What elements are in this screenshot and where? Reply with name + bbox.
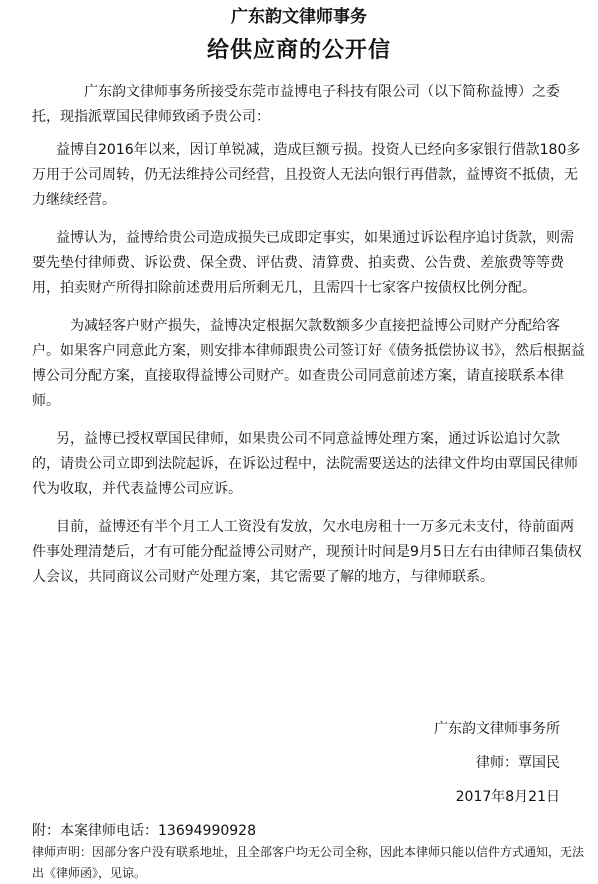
signature-date: 2017年8月21日: [455, 789, 560, 805]
body-paragraph-1: 益博自2016年以来，因订单锐减，造成巨额亏损。投资人已经向多家银行借款180多万用于公司周转，仍无法维持公司经营，且投资人无法向银行再借款，益博资不抵债，无力继续经营。: [32, 142, 581, 208]
lawyer-phone: 附：本案律师电话：13694990928: [32, 823, 256, 839]
body-paragraph-4: 另，益博已授权覃国民律师，如果贵公司不同意益博处理方案，通过诉讼追讨欠款的，请贵公司立即到法院起诉，在诉讼过程中，法院需要送达的法律文件均由覃国民律师代为收取，并代表益博公司应诉。: [32, 431, 578, 497]
letter-body: [32, 80, 586, 603]
signature-lawyer: 律师：覃国民: [476, 755, 560, 771]
intro-paragraph: 广东韵文律师事务所接受东莞市益博电子科技有限公司（以下简称益博）之委托，现指派覃国民律师致函予贵公司：: [32, 84, 560, 125]
lawyer-statement: 律师声明：因部分客户没有联系地址，且全部客户均无公司全称，因此本律师只能以信件方式通知，无法出《律师函》，见谅。: [32, 845, 585, 880]
signature-firm: 广东韵文律师事务所: [434, 721, 560, 737]
letter-title: 给供应商的公开信: [206, 38, 391, 63]
firm-header: 广东韵文律师事务: [231, 7, 367, 27]
body-paragraph-3: 为减轻客户财产损失，益博决定根据欠款数额多少直接把益博公司财产分配给客户。如果客户同意此方案，则安排本律师跟贵公司签订好《债务抵偿协议书》，然后根据益博公司分配方案，直接取得益博公司财产。如查贵公司同意前述方案，请直接联系本律师。: [32, 318, 585, 409]
body-paragraph-2: 益博认为，益博给贵公司造成损失已成即定事实，如果通过诉讼程序追讨货款，则需要先垫付律师费、诉讼费、保全费、评估费、清算费、拍卖费、公告费、差旅费等等费用，拍卖财产所得扣除前述费用后所剩无几，且需四十七家客户按债权比例分配。: [32, 230, 574, 296]
body-paragraph-5: 目前，益博还有半个月工人工资没有发放，欠水电房租十一万多元未支付，待前面两件事处理清楚后，才有可能分配益博公司财产，现预计时间是9月5日左右由律师召集债权人会议，共同商议公司财产处理方案，其它需要了解的地方，与律师联系。: [32, 519, 582, 585]
